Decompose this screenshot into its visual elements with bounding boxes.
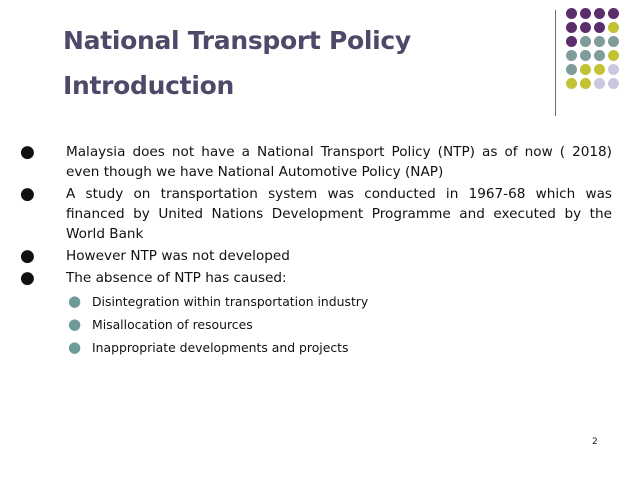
decorative-dot-grid [566, 8, 636, 98]
dot-teal [566, 64, 577, 75]
dot-teal [580, 50, 591, 61]
sub-bullet-text: Disintegration within transportation industry [92, 294, 369, 309]
sub-bullet-text: Inappropriate developments and projects [92, 340, 349, 355]
sub-bullet-dot-icon: ● [68, 292, 82, 310]
sub-bullet-item [20, 315, 612, 334]
sub-bullet-item [20, 292, 612, 311]
dot-lavender [608, 64, 619, 75]
sub-bullet-text: Misallocation of resources [92, 317, 253, 332]
title-line-1: National Transport Policy [63, 26, 411, 55]
sub-bullet-dot-icon: ● [68, 338, 82, 356]
bullet-text: The absence of NTP has caused: [66, 270, 287, 286]
dot-purple [608, 8, 619, 19]
bullet-dot-icon: ● [20, 184, 35, 204]
dot-yellow [608, 22, 619, 33]
dot-purple [566, 8, 577, 19]
slide-content [20, 142, 612, 359]
sub-bullet-item [20, 338, 612, 357]
dot-purple [580, 22, 591, 33]
dot-purple [580, 8, 591, 19]
dot-purple [594, 8, 605, 19]
decorative-vertical-divider [555, 10, 556, 116]
sub-bullet-dot-icon: ● [68, 315, 82, 333]
dot-purple [566, 22, 577, 33]
dot-purple [594, 22, 605, 33]
dot-yellow [594, 64, 605, 75]
bullet-text: A study on transportation system was conducted in 1967-68 which was financed by United Nations Development Programme and executed by the World Bank [66, 186, 612, 242]
bullet-dot-icon: ● [20, 268, 35, 288]
bullet-item [20, 246, 612, 266]
dot-yellow [608, 50, 619, 61]
slide-title [63, 18, 533, 108]
dot-purple [566, 36, 577, 47]
dot-yellow [566, 78, 577, 89]
dot-yellow [580, 64, 591, 75]
bullet-item [20, 268, 612, 288]
dot-yellow [580, 78, 591, 89]
dot-teal [566, 50, 577, 61]
bullet-text: However NTP was not developed [66, 248, 290, 264]
dot-teal [594, 36, 605, 47]
dot-teal [608, 36, 619, 47]
bullet-text: Malaysia does not have a National Transport Policy (NTP) as of now ( 2018) even though we have National Automotive Policy (NAP) [66, 144, 612, 180]
title-line-2: Introduction [63, 71, 234, 100]
bullet-item [20, 184, 612, 244]
dot-teal [580, 36, 591, 47]
dot-lavender [594, 78, 605, 89]
dot-lavender [608, 78, 619, 89]
page-number: 2 [592, 437, 598, 447]
bullet-dot-icon: ● [20, 142, 35, 162]
bullet-dot-icon: ● [20, 246, 35, 266]
bullet-item [20, 142, 612, 182]
dot-teal [594, 50, 605, 61]
